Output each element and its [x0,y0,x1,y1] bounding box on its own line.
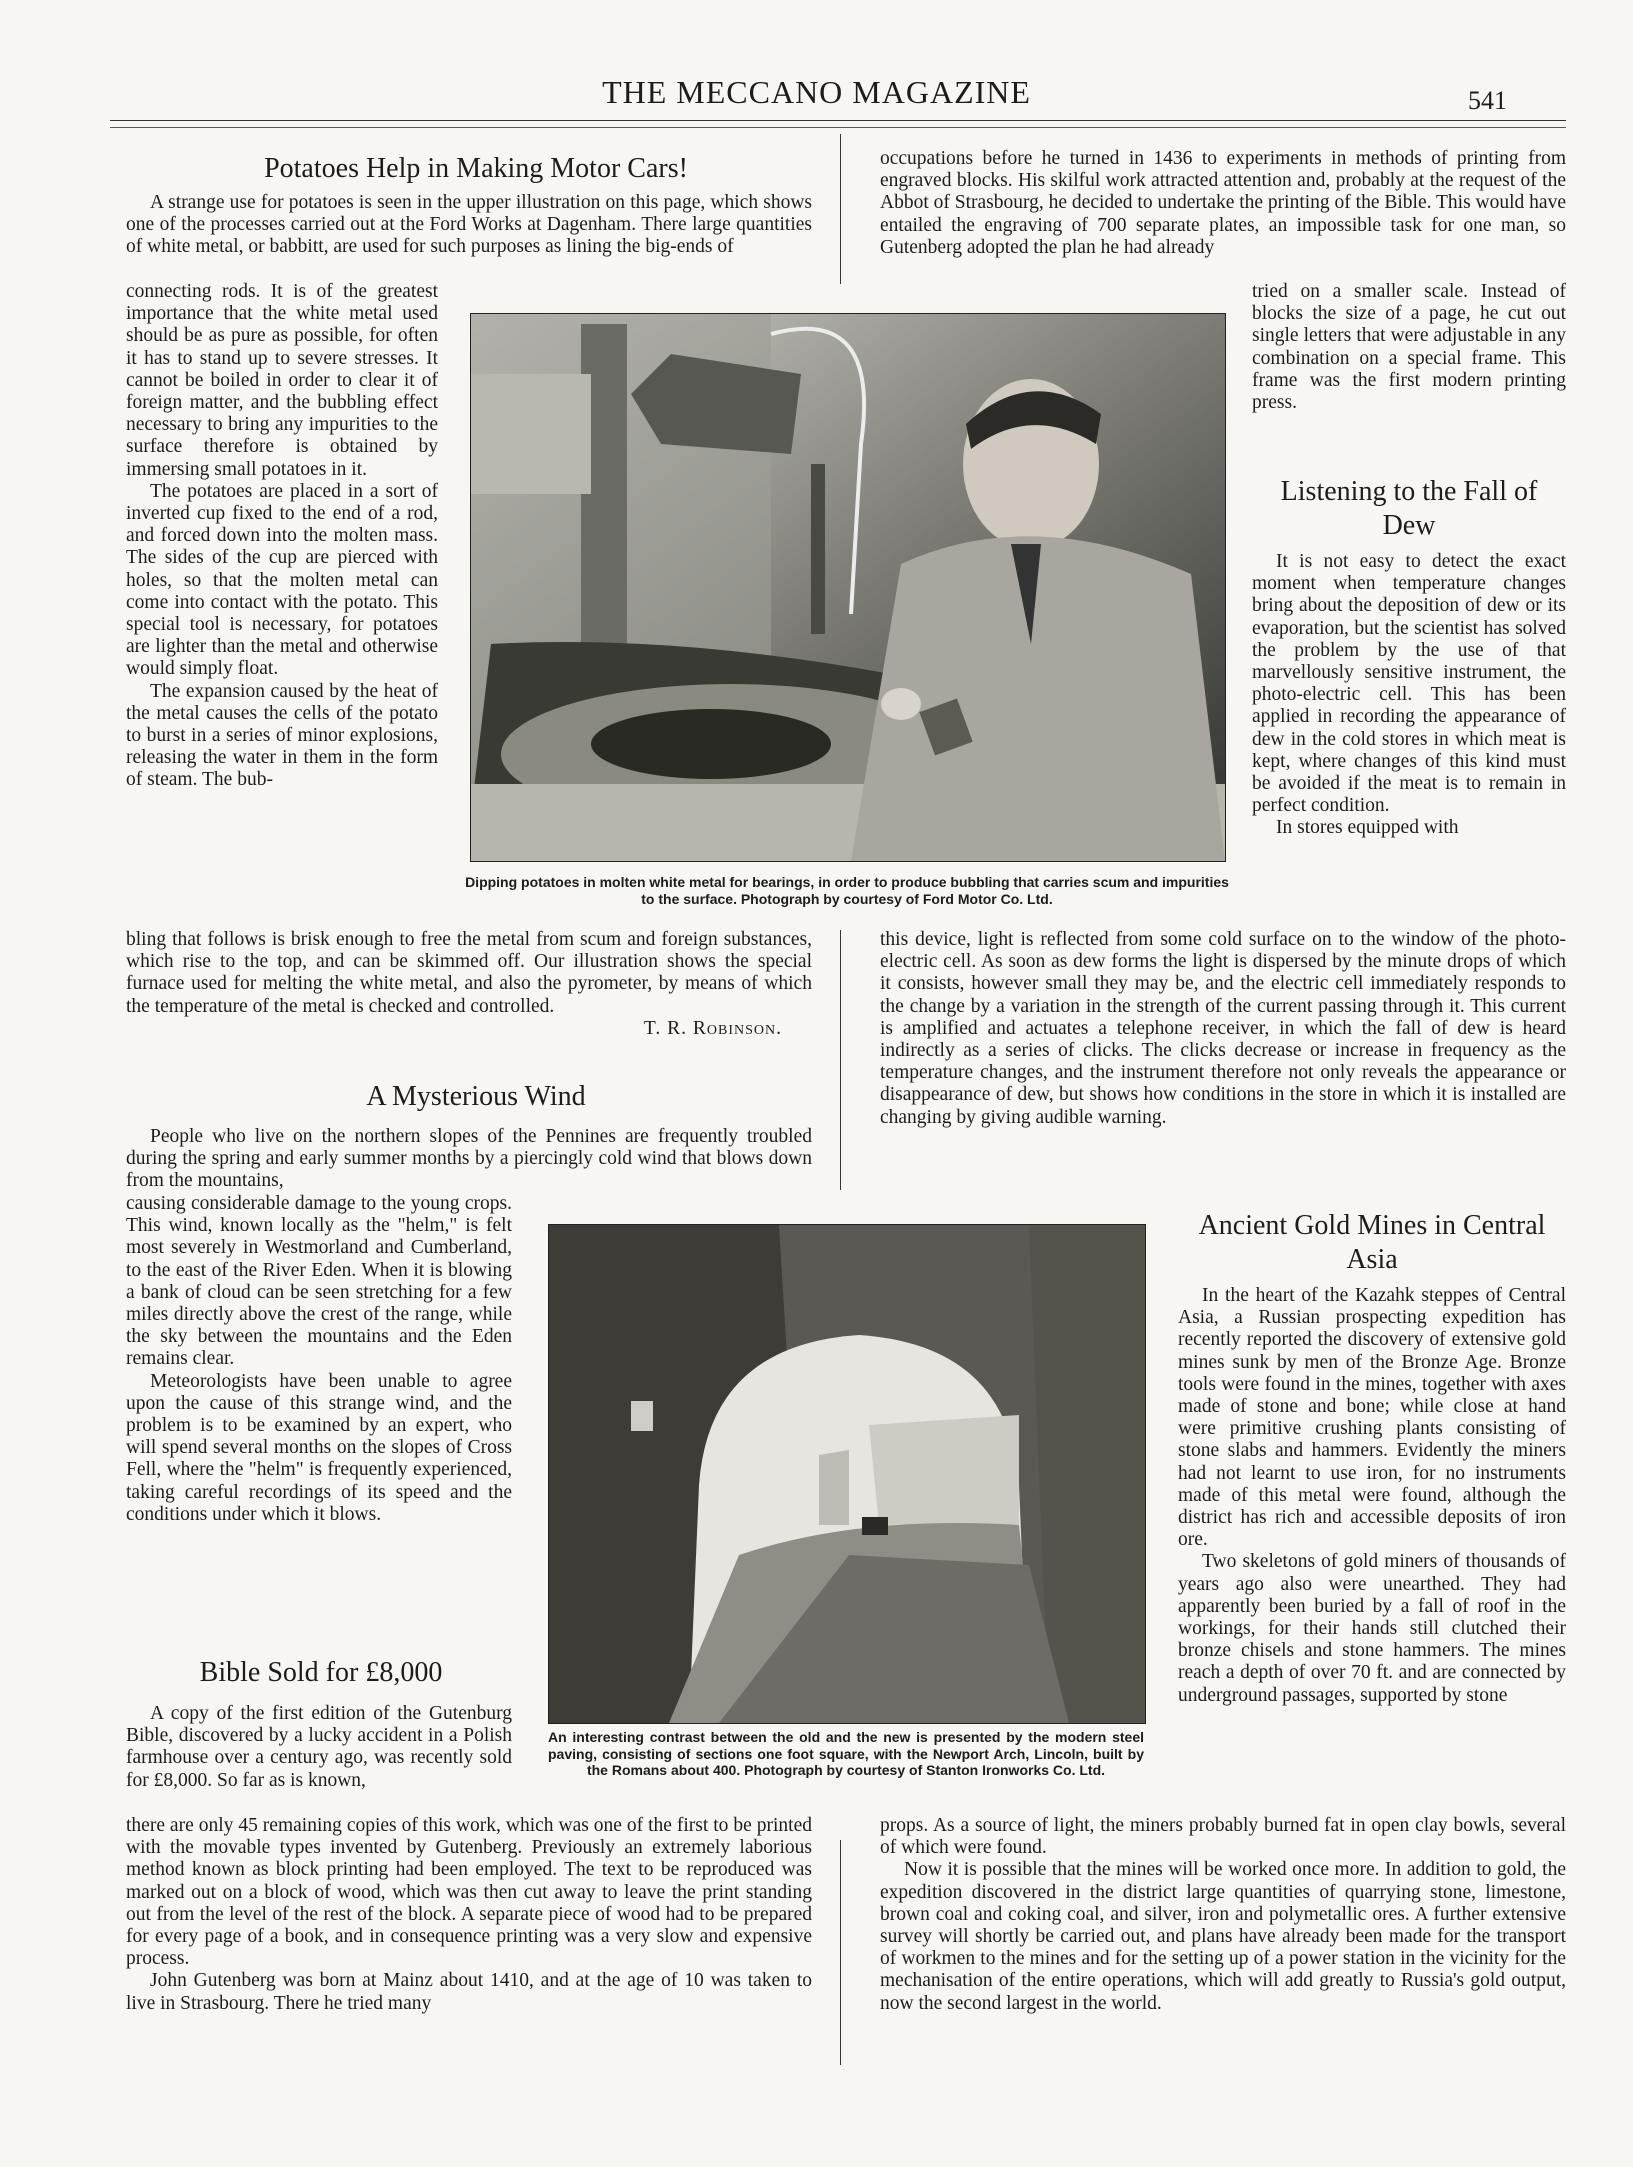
magazine-title: THE MECCANO MAGAZINE [602,74,1031,110]
dew-end-text [880,929,1566,1129]
paragraph: occupations before he turned in 1436 to experiments in methods of printing from engraved blocks. His skilful work attracted attention and, probably at the request of the Abbot of Strasbourg, he decided to undertake the printing of the Bible. This would have entailed the engraving of 700 separate plates, an impossible task for one man, so Gutenberg adopted the plan he had already [880,148,1566,258]
paragraph: props. As a source of light, the miners probably burned fat in open clay bowls, several of which were found. [880,1815,1566,1859]
article-heading-bible: Bible Sold for £8,000 [199,1657,443,1688]
article-heading-wind: A Mysterious Wind [366,1081,586,1112]
paragraph: The expansion caused by the heat of the metal causes the cells of the potato to burst in a series of minor explosions, releasing the water in them in the form of steam. The bub- [126,680,438,791]
column-divider [840,134,841,284]
header-rule-thin [110,127,1566,128]
paragraph: this device, light is reflected from some cold surface on to the window of the photo-electric cell. As soon as dew forms the light is dispersed by the minute drops of which it consists, however small they may be, and the electric cell immediately responds to the change by a variation in the strength of the current passing through it. This current is amplified and actuates a telephone receiver, in which the fall of dew is heard indirectly as a series of clicks. The clicks decrease or increase in frequency as the temperature changes, and the instrument therefore not only reveals the appearance or disappearance of dew, but shows how conditions in the store in which it is installed are changing by giving audible warning. [880,929,1566,1128]
photo-caption: Dipping potatoes in molten white metal for bearings, in order to produce bubbling that carries scum and impurities to the surface. Photograph by courtesy of Ford Motor Co. Ltd. [465,874,1229,907]
bible-body-text [126,1703,512,1792]
potatoes-intro-text [126,192,812,259]
photo-newport-arch [548,1224,1146,1724]
dew-body-text [1252,551,1566,840]
author-signature: T. R. Robinson. [643,1017,782,1039]
column-divider [840,930,841,1190]
bible-continued-text [880,148,1566,259]
paragraph: causing considerable damage to the young crops. This wind, known locally as the "helm," is felt most severely in Westmorland and Cumberland, to the east of the River Eden. When it is blowing a bank of cloud can be seen stretching for a few miles directly above the crest of the range, while the sky between the mountains and the Eden remains clear. [126,1193,512,1370]
wind-body-text [126,1193,512,1526]
paragraph: In stores equipped with [1276,817,1459,839]
paragraph: tried on a smaller scale. Instead of blocks the size of a page, he cut out single letters that were adjustable in any combination on a special frame. This frame was the first modern printing press. [1252,281,1566,414]
paragraph: bling that follows is brisk enough to free the metal from scum and foreign substances, which rise to the top, and can be skimmed off. Our illustration shows the special furnace used for melting the white metal, and also the pyrometer, by means of which the temperature of the metal is checked and controlled. [126,929,812,1017]
potatoes-body-text [126,281,438,792]
bible-continued-narrow [1252,281,1566,414]
article-heading-potatoes: Potatoes Help in Making Motor Cars! [264,153,688,184]
paragraph: John Gutenberg was born at Mainz about 1410, and at the age of 10 was taken to live in Strasbourg. There he tried many [126,1970,812,2014]
bible-end-text [126,1815,812,2015]
paragraph: The potatoes are placed in a sort of inverted cup fixed to the end of a rod, and forced down into the molten mass. The sides of the cup are pierced with holes, so that the molten metal can come into contact with the potato. This special tool is necessary, for potatoes are lighter than the metal and otherwise would simply float. [126,480,438,680]
page-number: 541 [1468,86,1507,115]
paragraph: A strange use for potatoes is seen in the upper illustration on this page, which shows one of the processes carried out at the Ford Works at Dagenham. There large quantities of white metal, or babbitt, are used for such purposes as lining the big-ends of [126,192,812,258]
wind-intro-text [126,1126,812,1193]
paragraph: Now it is possible that the mines will be worked once more. In addition to gold, the expedition discovered in the district large quantities of quarrying stone, limestone, brown coal and coking coal, and silver, iron and polymetallic ores. A further extensive survey will shortly be carried out, and plans have already been made for the transport of workmen to the mines and for the setting up of a power station in the vicinity for the mechanisation of the entire operations, which will add greatly to Russia's gold output, now the second largest in the world. [880,1859,1566,2014]
photo-potato-furnace [470,313,1226,862]
article-heading-dew: Listening to the Fall of Dew [1280,476,1538,541]
paragraph: In the heart of the Kazahk steppes of Central Asia, a Russian prospecting expedition has recently reported the discovery of extensive gold mines sunk by men of the Bronze Age. Bronze tools were found in the mines, together with axes made of stone and bone; while close at hand were primitive crushing plants consisting of stone slabs and hammers. Evidently the miners had not learnt to use iron, for no instruments made of this metal were found, although the district has rich and accessible deposits of iron ore. [1178,1285,1566,1551]
paragraph: People who live on the northern slopes of the Pennines are frequently troubled during the spring and early summer months by a piercingly cold wind that blows down from the mountains, [126,1126,812,1192]
paragraph: A copy of the first edition of the Gutenburg Bible, discovered by a lucky accident in a Polish farmhouse over a century ago, was recently sold for £8,000. So far as is known, [126,1703,512,1791]
paragraph: It is not easy to detect the exact moment when temperature changes bring about the deposition of dew or its evaporation, but the scientist has solved the problem by the use of that marvellously sensitive instrument, the photo-electric cell. This has been applied in recording the appearance of dew in the cold stores in which meat is kept, where changes of this kind must be avoided if the meat is to remain in perfect condition. [1252,551,1566,817]
paragraph: Two skeletons of gold miners of thousands of years ago also were unearthed. They had apparently been buried by a fall of roof in the workings, for their hands still clutched their bronze chisels and stone hammers. The mines reach a depth of over 70 ft. and are connected by underground passages, supported by stone [1178,1551,1566,1706]
column-divider [840,1840,841,2065]
photo-caption: An interesting contrast between the old and the new is presented by the modern steel paving, consisting of sections one foot square, with the Newport Arch, Lincoln, built by the Romans about 400. Photograph by courtesy of Stanton Ironworks Co. Ltd. [548,1729,1144,1778]
paragraph: connecting rods. It is of the greatest importance that the white metal used should be as pure as possible, for often it has to stand up to severe stresses. It cannot be boiled in order to clear it of foreign matter, and the bubbling effect necessary to bring any impurities to the surface therefore is obtained by immersing small potatoes in it. [126,281,438,480]
paragraph: there are only 45 remaining copies of this work, which was one of the first to be printed with the movable types invented by Gutenberg. Previously an extremely laborious method known as block printing had been employed. The text to be reproduced was marked out on a block of wood, which was then cut away to leave the print standing out from the level of the rest of the block. A separate piece of wood had to be prepared for every page of a book, and in consequence printing was a very slow and expensive process. [126,1815,812,1970]
paragraph: Meteorologists have been unable to agree upon the cause of this strange wind, and the problem is to be examined by an expert, who will spend several months on the slopes of Cross Fell, where the "helm" is frequently experienced, taking careful recordings of its speed and the conditions under which it blows. [126,1370,512,1525]
header-rule [110,120,1566,121]
gold-body-text [1178,1285,1566,1707]
potatoes-end-text [126,929,812,1040]
article-heading-gold: Ancient Gold Mines in Central Asia [1198,1210,1546,1275]
gold-end-text [880,1815,1566,2015]
